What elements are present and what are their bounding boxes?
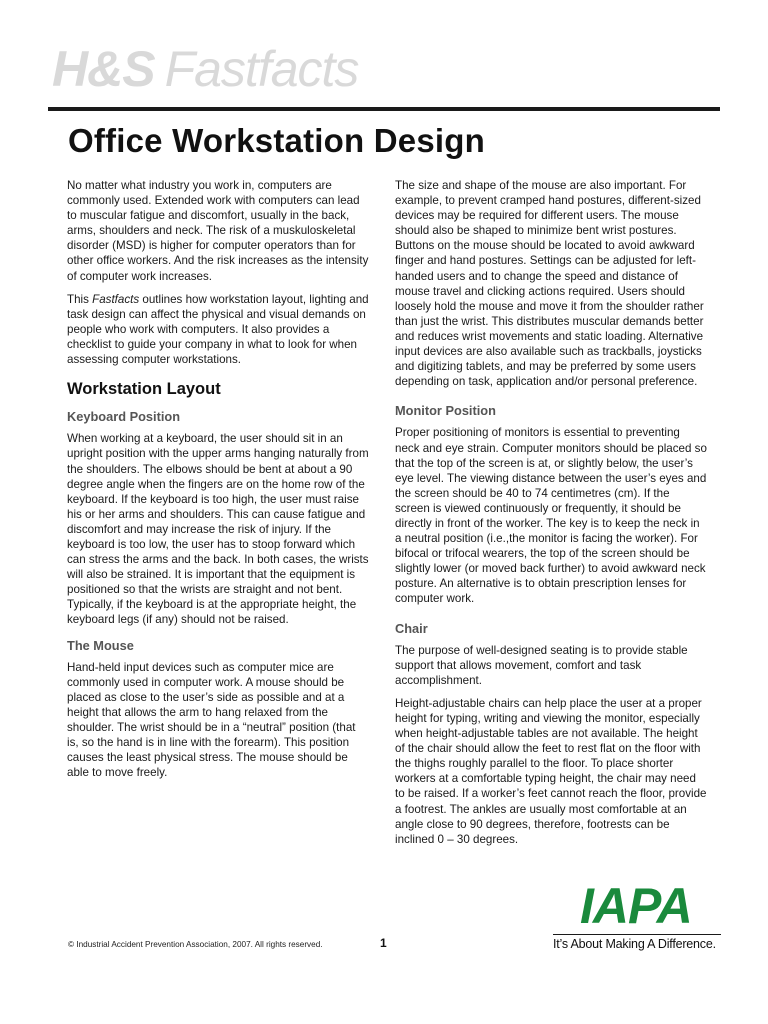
copyright-notice: © Industrial Accident Prevention Association, 2007. All rights reserved. — [68, 940, 323, 949]
intro-p2-em: Fastfacts — [92, 292, 140, 306]
mouse-paragraph: Hand-held input devices such as computer mice are commonly used in computer work. A mouse should be placed as close to the user’s side as possible and at a height that allows the arm to hang relaxed from the shoulder. The wrist should be in a “neutral” position (that is, so the hand is in line with the forearm). This position causes the least physical stress. The mouse should be able to move freely. — [67, 660, 356, 780]
intro-paragraph-1: No matter what industry you work in, computers are commonly used. Extended work with computers can lead to muscular fatigue and discomfort, usually in the back, arms, shoulders and neck. The risk of a muskuloskeletal disorder (MSD) is higher for computer operators than for other office workers. And the risk increases as the intensity of computer work increases. — [67, 179, 369, 283]
left-column — [67, 178, 369, 788]
tagline: It’s About Making A Difference. — [553, 937, 716, 951]
iapa-logo: IAPA — [580, 878, 692, 934]
header-rule — [48, 107, 720, 111]
keyboard-paragraph: When working at a keyboard, the user should sit in an upright position with the upper arms hanging naturally from the shoulders. The elbows should be bent at about a 90 degree angle when the fingers are on the home row of the keyboard. If the keyboard is too high, the user must raise his or her arms and shoulders. This can cause fatigue and discomfort and may increase the risk of injury. If the keyboard is too low, the user has to stoop forward which can stress the arms and the back. In both cases, the wrists will also be strained. It is important that the equipment is positioned so that the wrists are straight and not bent. Typically, if the keyboard is at the appropriate height, the keyboard legs (if any) should not be raised. — [67, 432, 369, 627]
section-heading-workstation-layout: Workstation Layout — [67, 380, 221, 399]
subheading-monitor-position: Monitor Position — [395, 403, 496, 419]
intro-paragraph-2 — [67, 292, 369, 367]
subheading-the-mouse: The Mouse — [67, 637, 134, 653]
monitor-paragraph: Proper positioning of monitors is essential to preventing neck and eye strain. Computer monitors should be placed so that the top of the screen is at, or slightly below, the user’s eye level. The viewing distance between the user’s eyes and the screen should be 40 to 74 centimetres (cm). If the screen is viewed continuously or frequently, it should be directly in front of the worker. The key is to keep the neck in a neutral position (i.e.,the monitor is facing the worker). For bifocal or trifocal wearers, the top of the screen should be slightly lower (or moved back further) to avoid awkward neck posture. An alternative is to obtain prescription lenses for computer work. — [395, 426, 707, 606]
intro-p2-post: outlines how workstation layout, lighting and task design can affect the physical and visual demands on people who work with computers. It also provides a checklist to guide your company in what to look for when assessing computer workstations. — [67, 292, 369, 367]
brand-hs: H&S — [52, 41, 155, 97]
header-brand — [52, 40, 358, 100]
tagline-rule — [553, 934, 721, 935]
page-number: 1 — [380, 936, 387, 950]
brand-fastfacts: Fastfacts — [164, 41, 359, 97]
mouse-paragraph-continued: The size and shape of the mouse are also important. For example, to prevent cramped hand postures, different-sized devices may be required for different users. The mouse should also be shaped to minimize bent wrist postures. Buttons on the mouse should be located to avoid awkward finger and hand postures. Settings can be adjusted for left-handed users and to change the speed and distance of mouse travel and clicking actions required. Users should loosely hold the mouse and move it from the shoulder rather than just the wrist. This distributes muscular demands better and reduces wrist movements and static loading. Alternative input devices are also available such as trackballs, joysticks and digitizing tablets, and may be preferred by some users depending on task, application and/or personal preference. — [395, 179, 704, 389]
chair-paragraph-1: The purpose of well-designed seating is to provide stable support that allows movement, comfort and task accomplishment. — [395, 643, 688, 687]
intro-p2-pre: This — [67, 292, 93, 306]
subheading-keyboard-position: Keyboard Position — [67, 409, 181, 425]
subheading-chair: Chair — [395, 620, 428, 636]
chair-paragraph-2: Height-adjustable chairs can help place the user at a proper height for typing, writing and viewing the monitor, especially when height-adjustable tables are not available. The height of the chair should allow the feet to rest flat on the floor with the thighs roughly parallel to the floor. To place shorter workers at a comfortable typing height, the chair may need to be raised. If a worker’s feet cannot reach the floor, provide a footrest. The ankles are usually most comfortable at an angle close to 90 degrees, therefore, footrests can be inclined 0 – 30 degrees. — [395, 696, 707, 846]
page-title: Office Workstation Design — [68, 122, 485, 159]
right-column — [395, 178, 707, 855]
